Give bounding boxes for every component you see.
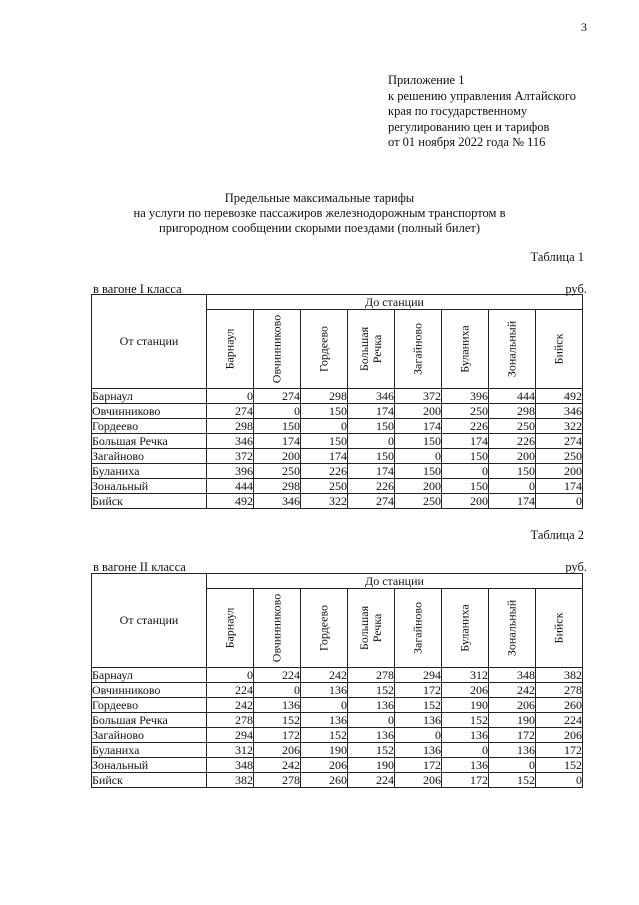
fare-cell: 294 (207, 728, 254, 743)
fare-cell: 172 (442, 773, 489, 788)
table-2-label: Таблица 2 (530, 528, 584, 542)
appendix-line: регулированию цен и тарифов (388, 119, 550, 134)
fare-cell: 492 (207, 494, 254, 509)
fare-cell: 278 (207, 713, 254, 728)
fare-cell: 242 (207, 698, 254, 713)
appendix-line: от 01 ноября 2022 года № 116 (388, 135, 546, 149)
fare-cell: 298 (489, 404, 536, 419)
fare-cell: 0 (395, 728, 442, 743)
fare-cell: 172 (395, 683, 442, 698)
fare-cell: 172 (254, 728, 301, 743)
fare-cell: 322 (301, 494, 348, 509)
column-header-station (442, 589, 489, 668)
fare-cell: 250 (301, 479, 348, 494)
station-header-label: Овчинниково (269, 314, 284, 384)
fare-cell: 0 (207, 389, 254, 404)
fare-cell: 346 (207, 434, 254, 449)
fare-cell: 152 (489, 773, 536, 788)
table-row (92, 404, 583, 419)
fare-cell: 278 (536, 683, 583, 698)
column-header-station (207, 589, 254, 668)
row-station-name: Загайново (92, 728, 207, 743)
table-1-label: Таблица 1 (530, 250, 584, 264)
fare-cell: 172 (536, 743, 583, 758)
fare-cell: 0 (348, 713, 395, 728)
fare-cell: 382 (536, 668, 583, 683)
station-header-label: Бийск (551, 612, 566, 644)
fare-cell: 260 (301, 773, 348, 788)
header-to-station: До станции (207, 295, 583, 310)
fare-cell: 152 (395, 698, 442, 713)
column-header-station (536, 589, 583, 668)
title-line: пригородном сообщении скорыми поездами (полный билет) (159, 221, 480, 235)
column-header-station (536, 310, 583, 389)
fare-cell: 0 (442, 464, 489, 479)
table-row (92, 464, 583, 479)
column-header-station (348, 310, 395, 389)
fare-cell: 396 (442, 389, 489, 404)
fare-cell: 372 (395, 389, 442, 404)
fare-cell: 346 (536, 404, 583, 419)
row-station-name: Бийск (92, 494, 207, 509)
table-row (92, 728, 583, 743)
fare-cell: 152 (348, 683, 395, 698)
unit-label: руб. (565, 560, 587, 574)
fare-cell: 174 (254, 434, 301, 449)
fare-cell: 190 (348, 758, 395, 773)
fare-cell: 174 (395, 419, 442, 434)
column-header-station (489, 310, 536, 389)
fare-cell: 0 (207, 668, 254, 683)
table-row (92, 494, 583, 509)
fare-cell: 174 (348, 404, 395, 419)
fare-table-2 (91, 573, 583, 788)
appendix-line: к решению управления Алтайского (388, 88, 576, 103)
fare-cell: 152 (301, 728, 348, 743)
fare-cell: 0 (254, 404, 301, 419)
column-header-station (442, 310, 489, 389)
fare-cell: 136 (348, 728, 395, 743)
row-station-name: Буланиха (92, 743, 207, 758)
fare-cell: 250 (395, 494, 442, 509)
fare-cell: 226 (348, 479, 395, 494)
fare-cell: 206 (395, 773, 442, 788)
class-caption: в вагоне I класса (93, 282, 182, 296)
table-row (92, 419, 583, 434)
row-station-name: Овчинниково (92, 404, 207, 419)
fare-cell: 206 (536, 728, 583, 743)
fare-cell: 150 (254, 419, 301, 434)
station-header-label: Гордеево (316, 604, 331, 652)
fare-cell: 260 (536, 698, 583, 713)
appendix-block (388, 73, 576, 151)
table-row (92, 713, 583, 728)
fare-cell: 152 (536, 758, 583, 773)
fare-cell: 200 (442, 494, 489, 509)
fare-cell: 200 (489, 449, 536, 464)
table-row (92, 698, 583, 713)
station-header-label: Буланиха (457, 325, 472, 373)
fare-table-1 (91, 294, 583, 509)
fare-cell: 0 (301, 419, 348, 434)
fare-cell: 136 (395, 743, 442, 758)
header-to-station: До станции (207, 574, 583, 589)
column-header-station (489, 589, 536, 668)
fare-cell: 174 (301, 449, 348, 464)
appendix-line: края по государственному (388, 104, 528, 118)
fare-cell: 0 (348, 434, 395, 449)
fare-cell: 274 (254, 389, 301, 404)
fare-cell: 298 (207, 419, 254, 434)
table-row (92, 743, 583, 758)
fare-cell: 150 (395, 464, 442, 479)
fare-cell: 224 (348, 773, 395, 788)
fare-cell: 200 (254, 449, 301, 464)
fare-cell: 242 (254, 758, 301, 773)
fare-cell: 348 (207, 758, 254, 773)
table-row (92, 773, 583, 788)
fare-cell: 0 (536, 494, 583, 509)
fare-cell: 0 (489, 758, 536, 773)
station-header-label: Барнаул (222, 328, 237, 370)
fare-cell: 206 (301, 758, 348, 773)
fare-cell: 396 (207, 464, 254, 479)
fare-cell: 0 (254, 683, 301, 698)
fare-cell: 206 (254, 743, 301, 758)
fare-cell: 322 (536, 419, 583, 434)
column-header-station (395, 310, 442, 389)
fare-cell: 136 (442, 758, 489, 773)
fare-cell: 0 (301, 698, 348, 713)
fare-cell: 172 (489, 728, 536, 743)
station-header-label: Загайново (410, 601, 425, 655)
fare-cell: 224 (207, 683, 254, 698)
station-header-label: Большая Речка (357, 326, 384, 372)
row-station-name: Буланиха (92, 464, 207, 479)
column-header-station (301, 310, 348, 389)
fare-cell: 250 (254, 464, 301, 479)
fare-cell: 224 (254, 668, 301, 683)
fare-cell: 0 (395, 449, 442, 464)
fare-cell: 298 (254, 479, 301, 494)
header-from-station: От станции (92, 574, 207, 668)
column-header-station (348, 589, 395, 668)
fare-cell: 346 (254, 494, 301, 509)
column-header-station (254, 310, 301, 389)
fare-cell: 382 (207, 773, 254, 788)
row-station-name: Барнаул (92, 668, 207, 683)
header-from-station: От станции (92, 295, 207, 389)
station-header-label: Буланиха (457, 604, 472, 652)
fare-cell: 150 (442, 479, 489, 494)
fare-cell: 152 (254, 713, 301, 728)
station-header-label: Зональный (504, 320, 519, 378)
row-station-name: Зональный (92, 479, 207, 494)
fare-cell: 298 (301, 389, 348, 404)
fare-cell: 190 (489, 713, 536, 728)
fare-cell: 226 (489, 434, 536, 449)
fare-cell: 0 (489, 479, 536, 494)
station-header-label: Гордеево (316, 325, 331, 373)
fare-cell: 294 (395, 668, 442, 683)
station-header-label: Загайново (410, 322, 425, 376)
row-station-name: Гордеево (92, 419, 207, 434)
column-header-station (254, 589, 301, 668)
column-header-station (395, 589, 442, 668)
fare-cell: 250 (442, 404, 489, 419)
fare-cell: 242 (489, 683, 536, 698)
row-station-name: Овчинниково (92, 683, 207, 698)
appendix-line: Приложение 1 (388, 73, 465, 87)
station-header-label: Бийск (551, 333, 566, 365)
fare-cell: 150 (442, 449, 489, 464)
document-title (0, 191, 639, 236)
table-row (92, 668, 583, 683)
fare-cell: 372 (207, 449, 254, 464)
fare-cell: 190 (301, 743, 348, 758)
fare-cell: 174 (348, 464, 395, 479)
fare-cell: 174 (536, 479, 583, 494)
table-row (92, 449, 583, 464)
fare-cell: 346 (348, 389, 395, 404)
fare-cell: 200 (536, 464, 583, 479)
fare-cell: 226 (442, 419, 489, 434)
fare-cell: 136 (301, 713, 348, 728)
fare-cell: 0 (536, 773, 583, 788)
fare-cell: 348 (489, 668, 536, 683)
fare-cell: 136 (489, 743, 536, 758)
title-line: Предельные максимальные тарифы (224, 191, 415, 205)
fare-cell: 150 (301, 404, 348, 419)
fare-cell: 206 (489, 698, 536, 713)
page-number: 3 (581, 20, 587, 34)
fare-cell: 150 (301, 434, 348, 449)
fare-cell: 274 (348, 494, 395, 509)
station-header-label: Барнаул (222, 607, 237, 649)
fare-cell: 274 (536, 434, 583, 449)
fare-cell: 278 (254, 773, 301, 788)
fare-cell: 206 (442, 683, 489, 698)
row-station-name: Зональный (92, 758, 207, 773)
fare-cell: 136 (442, 728, 489, 743)
class-caption: в вагоне II класса (93, 560, 186, 574)
column-header-station (207, 310, 254, 389)
fare-cell: 224 (536, 713, 583, 728)
fare-cell: 444 (207, 479, 254, 494)
fare-cell: 200 (395, 404, 442, 419)
fare-cell: 152 (442, 713, 489, 728)
fare-cell: 136 (395, 713, 442, 728)
column-header-station (301, 589, 348, 668)
fare-cell: 200 (395, 479, 442, 494)
fare-cell: 152 (348, 743, 395, 758)
row-station-name: Бийск (92, 773, 207, 788)
fare-cell: 190 (442, 698, 489, 713)
row-station-name: Загайново (92, 449, 207, 464)
fare-cell: 444 (489, 389, 536, 404)
station-header-label: Овчинниково (269, 593, 284, 663)
station-header-label: Большая Речка (357, 605, 384, 651)
fare-cell: 274 (207, 404, 254, 419)
fare-cell: 150 (395, 434, 442, 449)
fare-cell: 150 (348, 419, 395, 434)
title-line: на услуги по перевозке пассажиров железнодорожным транспортом в (133, 206, 506, 220)
fare-cell: 312 (207, 743, 254, 758)
fare-cell: 174 (442, 434, 489, 449)
fare-cell: 0 (442, 743, 489, 758)
fare-cell: 136 (348, 698, 395, 713)
row-station-name: Большая Речка (92, 713, 207, 728)
fare-cell: 250 (536, 449, 583, 464)
table-row (92, 434, 583, 449)
fare-cell: 226 (301, 464, 348, 479)
fare-cell: 136 (254, 698, 301, 713)
fare-cell: 150 (348, 449, 395, 464)
fare-cell: 278 (348, 668, 395, 683)
fare-cell: 250 (489, 419, 536, 434)
fare-cell: 150 (489, 464, 536, 479)
unit-label: руб. (565, 282, 587, 296)
fare-cell: 312 (442, 668, 489, 683)
fare-cell: 492 (536, 389, 583, 404)
row-station-name: Большая Речка (92, 434, 207, 449)
fare-cell: 136 (301, 683, 348, 698)
row-station-name: Барнаул (92, 389, 207, 404)
fare-cell: 242 (301, 668, 348, 683)
station-header-label: Зональный (504, 599, 519, 657)
table-row (92, 683, 583, 698)
table-row (92, 479, 583, 494)
table-row (92, 389, 583, 404)
row-station-name: Гордеево (92, 698, 207, 713)
fare-cell: 174 (489, 494, 536, 509)
table-row (92, 758, 583, 773)
fare-cell: 172 (395, 758, 442, 773)
